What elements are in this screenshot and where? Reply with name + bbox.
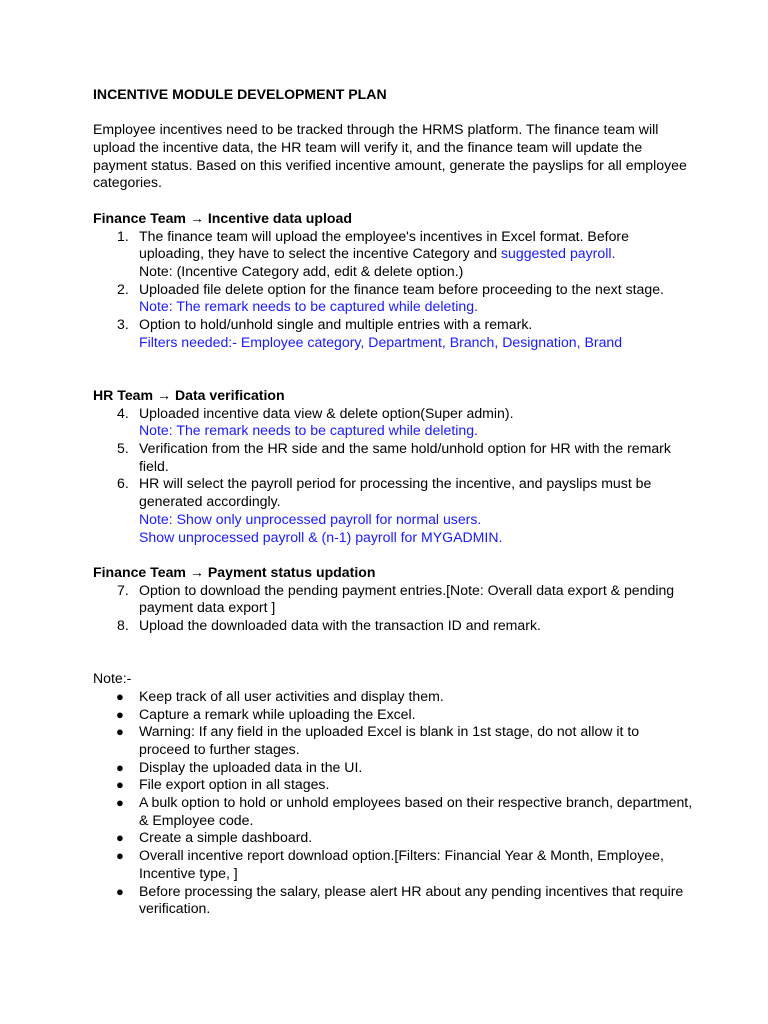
list-item xyxy=(93,883,693,918)
list-item xyxy=(93,759,693,777)
list-item xyxy=(93,281,693,316)
item-text: Overall incentive report download option.[Filters: Financial Year & Month, Employee, Incentive type, ] xyxy=(139,847,664,881)
document-title: INCENTIVE MODULE DEVELOPMENT PLAN xyxy=(93,86,387,102)
item-note: Show unprocessed payroll & (n-1) payroll for MYGADMIN. xyxy=(139,528,503,545)
section-hr-verification xyxy=(93,387,693,546)
bullet-icon: ● xyxy=(116,795,124,811)
bullet-icon: ● xyxy=(116,777,124,793)
list-item xyxy=(93,829,693,847)
bullet-icon: ● xyxy=(116,688,124,704)
item-note: Note: The remark needs to be captured while deleting. xyxy=(139,298,478,315)
numbered-list xyxy=(93,228,693,352)
notes-heading: Note:- xyxy=(93,670,132,687)
item-number: 8. xyxy=(117,617,129,634)
item-text: Option to download the pending payment entries.[Note: Overall data export & pending payment data export ] xyxy=(139,581,675,616)
item-text: Option to hold/unhold single and multiple entries with a remark. xyxy=(139,316,533,333)
list-item xyxy=(93,723,693,758)
list-item xyxy=(93,316,693,351)
section-finance-upload xyxy=(93,210,693,352)
list-item xyxy=(93,688,693,706)
bullet-icon: ● xyxy=(116,706,124,722)
item-text: Upload the downloaded data with the transaction ID and remark. xyxy=(139,617,541,634)
item-number: 5. xyxy=(117,440,129,456)
list-item xyxy=(93,776,693,794)
intro-paragraph: Employee incentives need to be tracked through the HRMS platform. The finance team will upload the incentive data, the HR team will verify it, and the finance team will update the payment status. Based on this verified incentive amount, generate the payslips for all employee categories. xyxy=(93,121,687,191)
section-heading: Finance Team → Payment status updation xyxy=(93,563,376,580)
item-text: Uploaded file delete option for the finance team before proceeding to the next stage. xyxy=(139,280,664,297)
item-note: Note: The remark needs to be captured while deleting. xyxy=(139,422,478,439)
bullet-icon: ● xyxy=(116,759,124,775)
bullet-icon: ● xyxy=(116,724,124,740)
item-note: Note: Show only unprocessed payroll for normal users. xyxy=(139,510,482,527)
bullet-icon: ● xyxy=(116,848,124,864)
item-number: 2. xyxy=(117,280,129,297)
bullet-icon: ● xyxy=(116,883,124,899)
notes-section xyxy=(93,670,693,918)
item-number: 6. xyxy=(117,475,129,492)
item-text: Create a simple dashboard. xyxy=(139,829,313,846)
item-number: 7. xyxy=(117,581,129,598)
item-text: Capture a remark while uploading the Excel. xyxy=(139,705,416,722)
item-text: A bulk option to hold or unhold employees based on their respective branch, department, & Employee code. xyxy=(139,794,693,828)
item-highlight: suggested payroll. xyxy=(500,245,616,262)
document-page xyxy=(93,86,693,918)
list-item xyxy=(93,228,693,281)
list-item xyxy=(93,794,693,829)
item-number: 3. xyxy=(117,316,129,333)
item-text: File export option in all stages. xyxy=(139,776,330,793)
section-heading: Finance Team → Incentive data upload xyxy=(93,209,352,226)
item-number: 4. xyxy=(117,404,129,421)
item-text: Before processing the salary, please alert HR about any pending incentives that require verification. xyxy=(139,882,684,917)
list-item xyxy=(93,582,693,617)
bulleted-list xyxy=(93,688,693,918)
item-note: Filters needed:- Employee category, Department, Branch, Designation, Brand xyxy=(139,333,623,350)
section-heading: HR Team → Data verification xyxy=(93,386,285,403)
numbered-list xyxy=(93,405,693,547)
item-text: Verification from the HR side and the same hold/unhold option for HR with the remark field. xyxy=(139,440,671,474)
list-item xyxy=(93,847,693,882)
item-text: HR will select the payroll period for processing the incentive, and payslips must be generated accordingly. xyxy=(139,475,652,510)
item-note: Note: (Incentive Category add, edit & delete option.) xyxy=(139,262,464,279)
list-item xyxy=(93,405,693,440)
section-finance-payment xyxy=(93,564,693,635)
list-item xyxy=(93,706,693,724)
item-text: Display the uploaded data in the UI. xyxy=(139,758,363,775)
list-item xyxy=(93,440,693,475)
item-text: The finance team will upload the employee's incentives in Excel format. Before uploading, they have to select the incentive Category and xyxy=(139,227,629,262)
bullet-icon: ● xyxy=(116,830,124,846)
numbered-list xyxy=(93,582,693,635)
item-text: Keep track of all user activities and display them. xyxy=(139,687,444,704)
item-text: Uploaded incentive data view & delete option(Super admin). xyxy=(139,404,514,421)
item-number: 1. xyxy=(117,227,129,244)
item-text: Warning: If any field in the uploaded Excel is blank in 1st stage, do not allow it to proceed to further stages. xyxy=(139,723,640,757)
list-item xyxy=(93,617,693,635)
list-item xyxy=(93,475,693,546)
